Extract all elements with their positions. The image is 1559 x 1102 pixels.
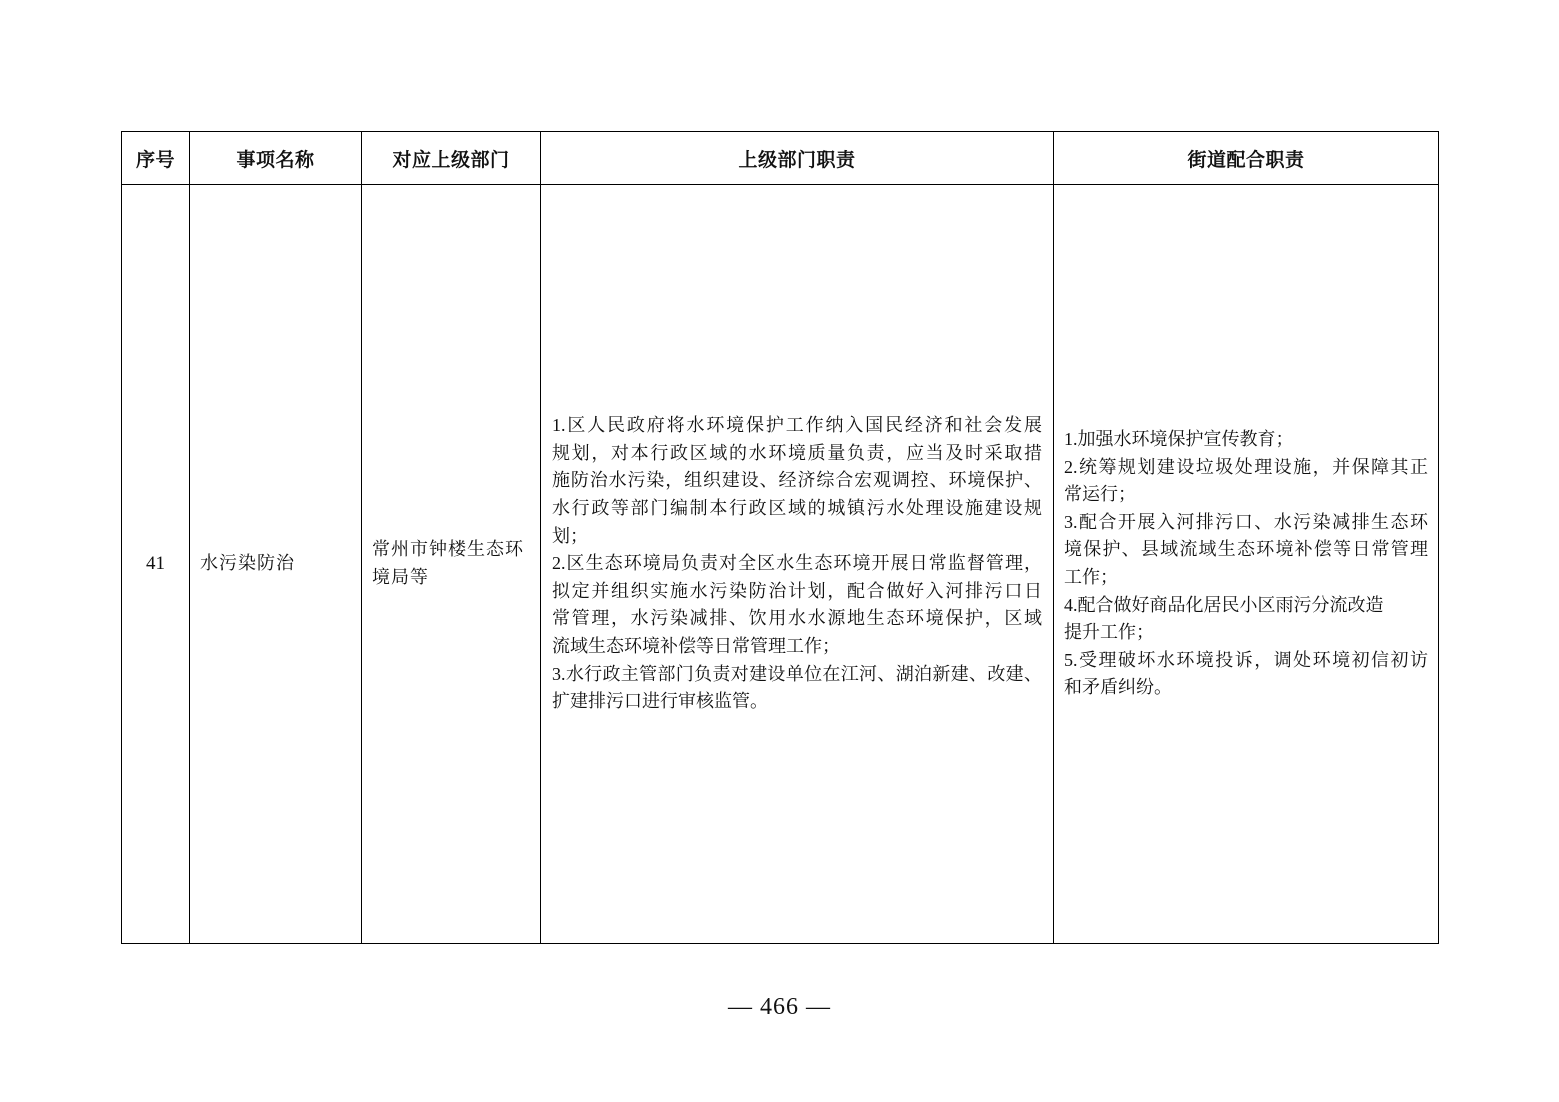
- department-line: 常州市钟楼生态环: [372, 539, 524, 560]
- street-line: 3.配合开展入河排污口、水污染减排生态环: [1064, 511, 1428, 532]
- duty-line: 1.区人民政府将水环境保护工作纳入国民经济和社会发展: [552, 415, 1042, 436]
- row-street-duties: [1054, 185, 1439, 944]
- row-superior-duties: [541, 185, 1054, 944]
- header-superior-department: 对应上级部门: [362, 132, 541, 185]
- duty-line: 常管理，水污染减排、饮用水水源地生态环境保护，区域: [552, 608, 1042, 629]
- header-item-name: 事项名称: [190, 132, 362, 185]
- duty-line: 施防治水污染，组织建设、经济综合宏观调控、环境保护、: [552, 470, 1042, 491]
- duty-line: 流域生态环境补偿等日常管理工作；: [552, 635, 840, 656]
- street-line: 提升工作；: [1064, 622, 1154, 643]
- street-line: 常运行；: [1064, 484, 1136, 505]
- header-row: [122, 132, 1439, 185]
- duty-line: 3.水行政主管部门负责对建设单位在江河、湖泊新建、改建、: [552, 663, 1042, 684]
- department-line: 境局等: [372, 567, 429, 587]
- street-line: 工作；: [1064, 567, 1118, 587]
- header-superior-duties: 上级部门职责: [541, 132, 1054, 185]
- table-row: [122, 185, 1439, 944]
- row-index: 41: [122, 185, 190, 944]
- duty-line: 拟定并组织实施水污染防治计划，配合做好入河排污口日: [552, 580, 1042, 601]
- street-line: 2.统筹规划建设垃圾处理设施，并保障其正: [1064, 456, 1428, 477]
- street-line: 5.受理破坏水环境投诉，调处环境初信初访: [1064, 649, 1428, 670]
- row-item-name: 水污染防治: [190, 185, 362, 944]
- header-street-duties: 街道配合职责: [1054, 132, 1439, 185]
- duty-line: 水行政等部门编制本行政区域的城镇污水处理设施建设规: [552, 498, 1042, 519]
- duty-table: [121, 131, 1439, 944]
- duty-line: 划；: [552, 525, 588, 546]
- street-line: 境保护、县域流域生态环境补偿等日常管理: [1064, 539, 1428, 560]
- street-line: 1.加强水环境保护宣传教育；: [1064, 429, 1294, 450]
- page-number: — 466 —: [728, 994, 831, 1020]
- street-line: 和矛盾纠纷。: [1064, 677, 1172, 698]
- duty-line: 规划，对本行政区域的水环境质量负责，应当及时采取措: [552, 442, 1042, 463]
- header-index: 序号: [122, 132, 190, 185]
- street-line: 4.配合做好商品化居民小区雨污分流改造: [1064, 594, 1384, 615]
- row-department: [362, 185, 541, 944]
- duty-line: 2.区生态环境局负责对全区水生态环境开展日常监督管理，: [552, 553, 1042, 574]
- duty-line: 扩建排污口进行审核监管。: [552, 691, 768, 712]
